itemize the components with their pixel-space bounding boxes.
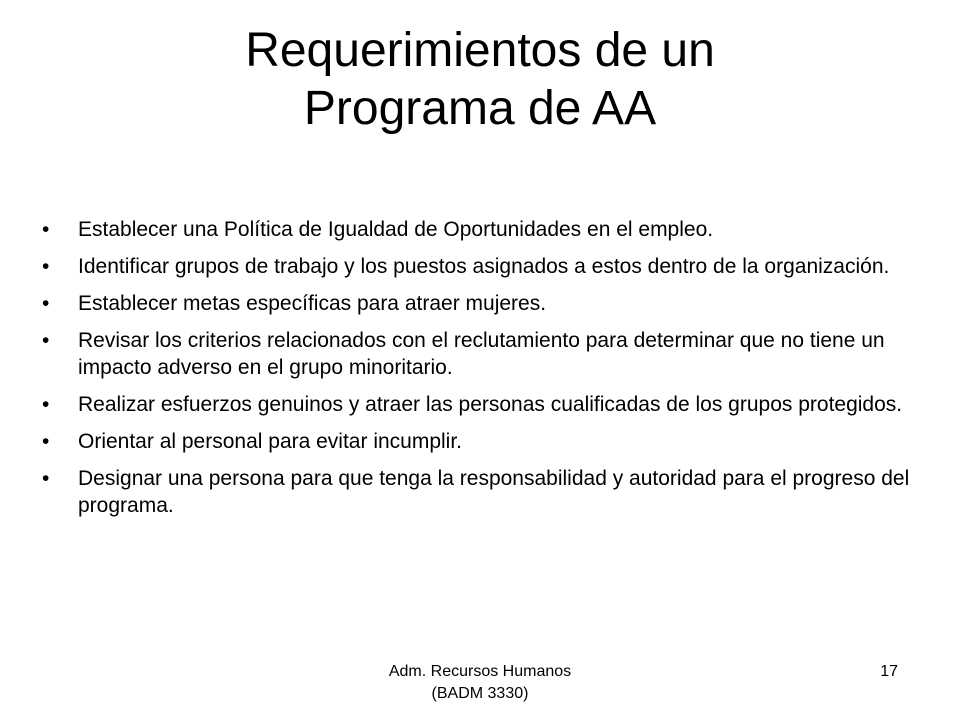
slide-title	[48, 22, 912, 138]
bullet-icon: •	[42, 467, 50, 490]
bullet-text-5: Realizar esfuerzos genuinos y atraer las personas cualificadas de los grupos protegidos.	[78, 393, 903, 416]
bullet-icon: •	[42, 255, 50, 278]
bullet-text-1: Establecer una Política de Igualdad de Oportunidades en el empleo.	[78, 218, 714, 241]
bullet-icon: •	[42, 292, 50, 315]
bullet-icon: •	[42, 218, 50, 241]
bullet-icon: •	[42, 430, 50, 453]
bullet-item-5	[40, 391, 920, 418]
bullet-item-7	[40, 465, 920, 519]
bullet-text-7: Designar una persona para que tenga la responsabilidad y autoridad para el progreso del programa.	[78, 467, 910, 517]
bullet-item-1	[40, 216, 920, 243]
bullet-text-2: Identificar grupos de trabajo y los puestos asignados a estos dentro de la organización.	[78, 255, 890, 278]
slide-title-line-2: Programa de AA	[303, 82, 657, 135]
bullet-item-3	[40, 290, 920, 317]
bullet-text-3: Establecer metas específicas para atraer mujeres.	[78, 292, 547, 315]
bullet-item-2	[40, 253, 920, 280]
bullet-icon: •	[42, 393, 50, 416]
footer-course-name: Adm. Recursos Humanos	[388, 663, 572, 680]
bullet-item-4	[40, 327, 920, 381]
slide-title-line-1: Requerimientos de un	[245, 24, 715, 77]
slide-footer	[330, 661, 630, 705]
bullet-text-6: Orientar al personal para evitar incumplir.	[78, 430, 463, 453]
bullet-icon: •	[42, 329, 50, 352]
slide-number: 17	[880, 663, 898, 680]
bullet-list	[40, 216, 920, 529]
bullet-text-4: Revisar los criterios relacionados con el reclutamiento para determinar que no tiene un impacto adverso en el grupo minoritario.	[78, 329, 885, 379]
footer-course-code: (BADM 3330)	[431, 685, 529, 702]
bullet-item-6	[40, 428, 920, 455]
